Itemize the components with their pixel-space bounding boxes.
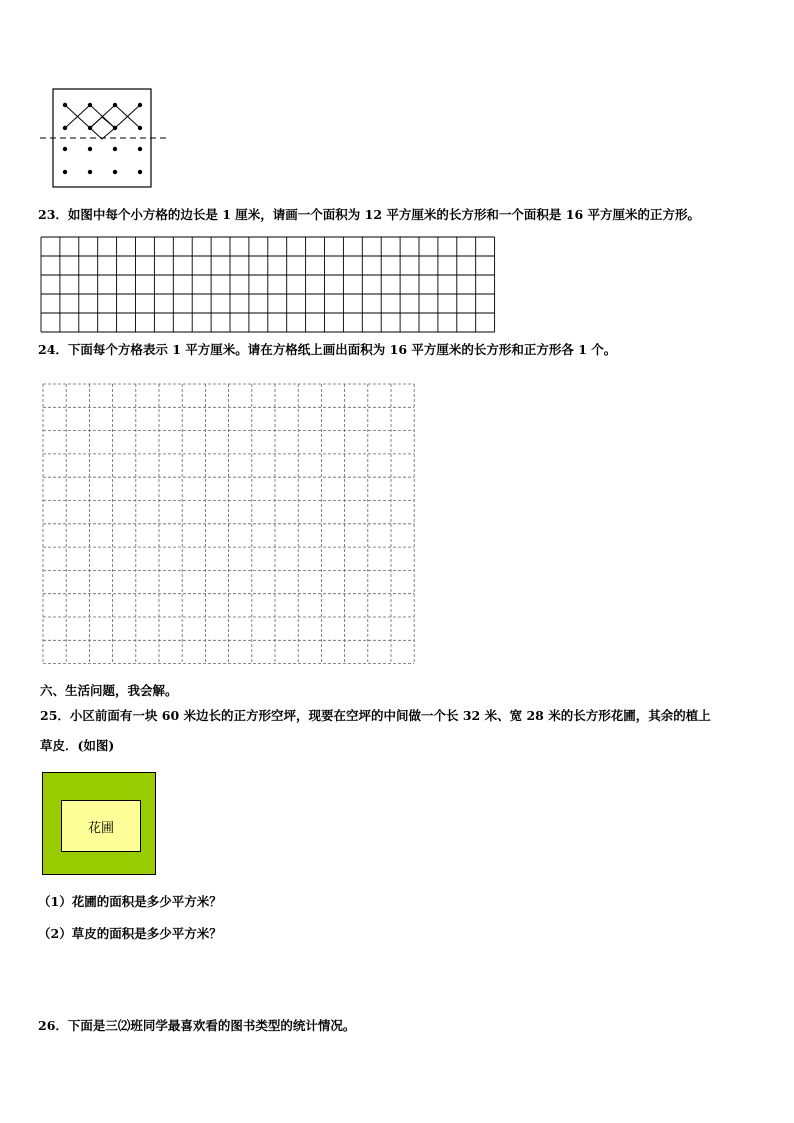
lattice-dot (138, 147, 142, 151)
lattice-dot (113, 170, 117, 174)
lattice-dot (63, 170, 67, 174)
lattice-dot (88, 170, 92, 174)
section-6-title: 六、生活问题，我会解。 (40, 683, 178, 698)
question-24: 24．下面每个方格表示 1 平方厘米。请在方格纸上画出面积为 16 平方厘米的长方形和正方形各 1 个。 (38, 342, 617, 357)
question-25-line1: 25．小区前面有一块 60 米边长的正方形空坪，现要在空坪的中间做一个长 32 米、宽 28 米的长方形花圃，其余的植上 (40, 708, 711, 723)
dot-lattice-figure (40, 88, 170, 192)
question-25-line2: 草皮．(如图) (40, 738, 115, 753)
solid-square-grid (40, 236, 496, 334)
lattice-dot (113, 147, 117, 151)
question-25-sub2: （2）草皮的面积是多少平方米？ (38, 926, 222, 941)
lawn-garden-figure (42, 772, 156, 875)
question-23: 23．如图中每个小方格的边长是 1 厘米，请画一个面积为 12 平方厘米的长方形和一个面积是 16 平方厘米的正方形。 (38, 207, 700, 222)
question-26: 26．下面是三⑵班同学最喜欢看的图书类型的统计情况。 (38, 1018, 356, 1033)
dashed-square-grid (42, 383, 418, 665)
lattice-dot (63, 147, 67, 151)
flower-bed-label: 花圃 (61, 800, 141, 852)
question-25-sub1: （1）花圃的面积是多少平方米？ (38, 894, 222, 909)
lattice-dot (138, 170, 142, 174)
lattice-dot (88, 147, 92, 151)
